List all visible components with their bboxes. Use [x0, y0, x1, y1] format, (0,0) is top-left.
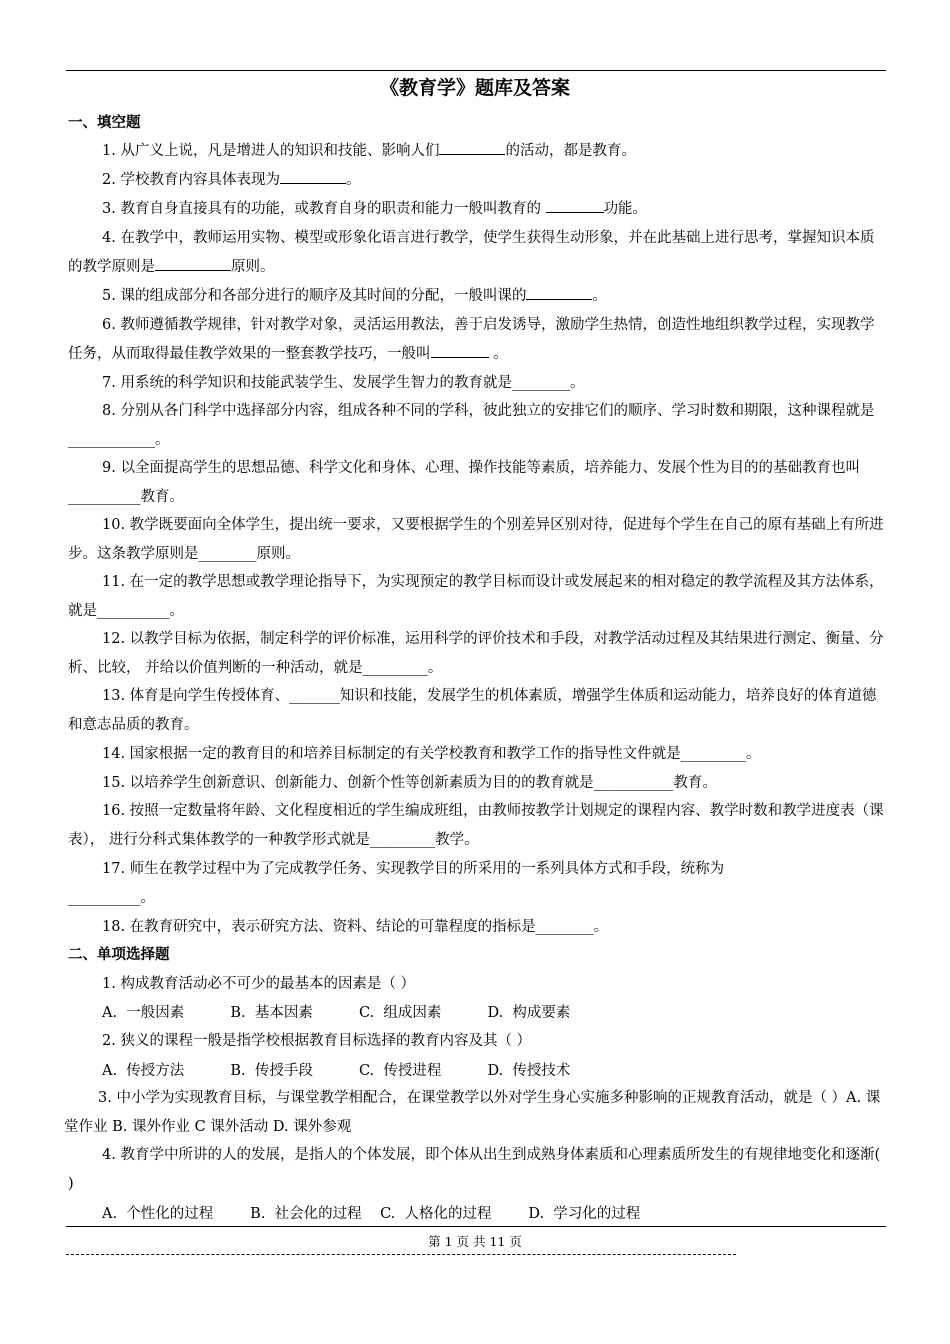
page-footer: 第 1 页 共 11 页: [428, 1234, 522, 1249]
answer-blank: [439, 140, 505, 155]
question-fill-16: 16. 按照一定数量将年龄、文化程度相近的学生编成班组，由教师按教学计划规定的课程内容、教学时数和教学进度表（课表）， 进行分科式集体教学的一种教学形式就是_________教学。: [68, 803, 884, 848]
answer-blank: [280, 169, 346, 184]
question-choice-1: 1. 构成教育活动必不可少的最基本的因素是（ ）: [102, 976, 416, 992]
answer-blank: [431, 343, 489, 358]
question-fill-12: 12. 以教学目标为依据，制定科学的评价标准，运用科学的评价技术和手段，对教学活动过程及其结果进行测定、衡量、分析、比较， 并给以价值判断的一种活动，就是_________。: [68, 631, 884, 676]
answer-blank: [526, 285, 592, 300]
answer-blank: [546, 198, 604, 213]
question-fill-7: 7. 用系统的科学知识和技能武装学生、发展学生智力的教育就是________。: [102, 375, 585, 391]
question-fill-8: 8. 分别从各门科学中选择部分内容，组成各种不同的学科，彼此独立的安排它们的顺序、学习时数和期限，这种课程就是____________。: [68, 403, 875, 448]
document-title: 《教育学》题库及答案: [379, 77, 570, 99]
question-fill-18: 18. 在教育研究中，表示研究方法、资料、结论的可靠程度的指标是________。: [102, 919, 609, 935]
question-choice-4: 4. 教育学中所讲的人的发展，是指人的个体发展，即个体从出生到成熟身体素质和心理素质所发生的有规律地变化和逐渐( ): [68, 1147, 881, 1192]
question-choice-3: 3. 中小学为实现教育目标，与课堂教学相配合，在课堂教学以外对学生身心实施多种影响的正规教育活动，就是（ ）A. 课堂作业 B. 课外作业 C 课外活动 D. 课外参观: [64, 1090, 881, 1135]
question-choice-2-options: A. 传授方法 B. 传授手段 C. 传授进程 D. 传授技术: [102, 1063, 571, 1079]
question-fill-2: 2. 学校教育内容具体表现为 。: [68, 166, 886, 195]
question-choice-2: 2. 狭义的课程一般是指学校根据教育目标选择的教育内容及其（ ）: [102, 1033, 532, 1049]
question-fill-9: 9. 以全面提高学生的思想品德、科学文化和身体、心理、操作技能等素质，培养能力、发展个性为目的的基础教育也叫__________教育。: [68, 460, 860, 505]
question-fill-10: 10. 教学既要面向全体学生，提出统一要求，又要根据学生的个别差异区别对待，促进每个学生在自己的原有基础上有所进步。这条教学原则是________原则。: [68, 517, 884, 562]
question-fill-15: 15. 以培养学生创新意识、创新能力、创新个性等创新素质为目的的教育就是___________教育。: [102, 775, 717, 791]
answer-blank: [155, 256, 231, 271]
question-fill-13: 13. 体育是向学生传授体育、_______知识和技能，发展学生的机体素质，增强学生体质和运动能力，培养良好的体育道德和意志品质的教育。: [68, 688, 877, 733]
section-single-choice-heading: 二、单项选择题: [68, 947, 170, 963]
question-fill-6: 6. 教师遵循教学规律，针对教学对象，灵活运用教法，善于启发诱导，激励学生热情，创造性地组织教学过程，实现教学任务，从而取得最佳教学效果的一整套教学技巧，一般叫 。: [68, 317, 875, 362]
top-rule: [66, 70, 886, 71]
question-fill-14: 14. 国家根据一定的教育目的和培养目标制定的有关学校教育和教学工作的指导性文件就是_________。: [102, 746, 761, 762]
question-choice-1-options: A. 一般因素 B. 基本因素 C. 组成因素 D. 构成要素: [102, 1005, 571, 1021]
question-choice-4-options: A. 个性化的过程 B. 社会化的过程 C. 人格化的过程 D. 学习化的过程: [102, 1206, 641, 1222]
question-fill-5: 5. 课的组成部分和各部分进行的顺序及其时间的分配，一般叫课的 。: [68, 282, 886, 311]
question-fill-17: 17. 师生在教学过程中为了完成教学任务、实现教学目的所采用的一系列具体方式和手段，统称为: [102, 861, 725, 877]
question-fill-1: 1. 从广义上说，凡是增进人的知识和技能、影响人们 的活动，都是教育。: [68, 137, 886, 166]
question-fill-17-answer: __________。: [68, 890, 155, 906]
footer-dashed-line: [66, 1254, 736, 1255]
section-fill-blank-heading: 一、填空题: [68, 115, 141, 131]
question-fill-4: 4. 在教学中，教师运用实物、模型或形象化语言进行教学，使学生获得生动形象，并在此基础上进行思考，掌握知识本质的教学原则是 原则。: [68, 230, 875, 275]
bottom-rule: [66, 1226, 886, 1227]
question-fill-11: 11. 在一定的教学思想或教学理论指导下，为实现预定的教学目标而设计或发展起来的相对稳定的教学流程及其方法体系，就是__________。: [68, 574, 884, 619]
question-fill-3: 3. 教育自身直接具有的功能，或教育自身的职责和能力一般叫教育的 功能。: [68, 195, 886, 224]
